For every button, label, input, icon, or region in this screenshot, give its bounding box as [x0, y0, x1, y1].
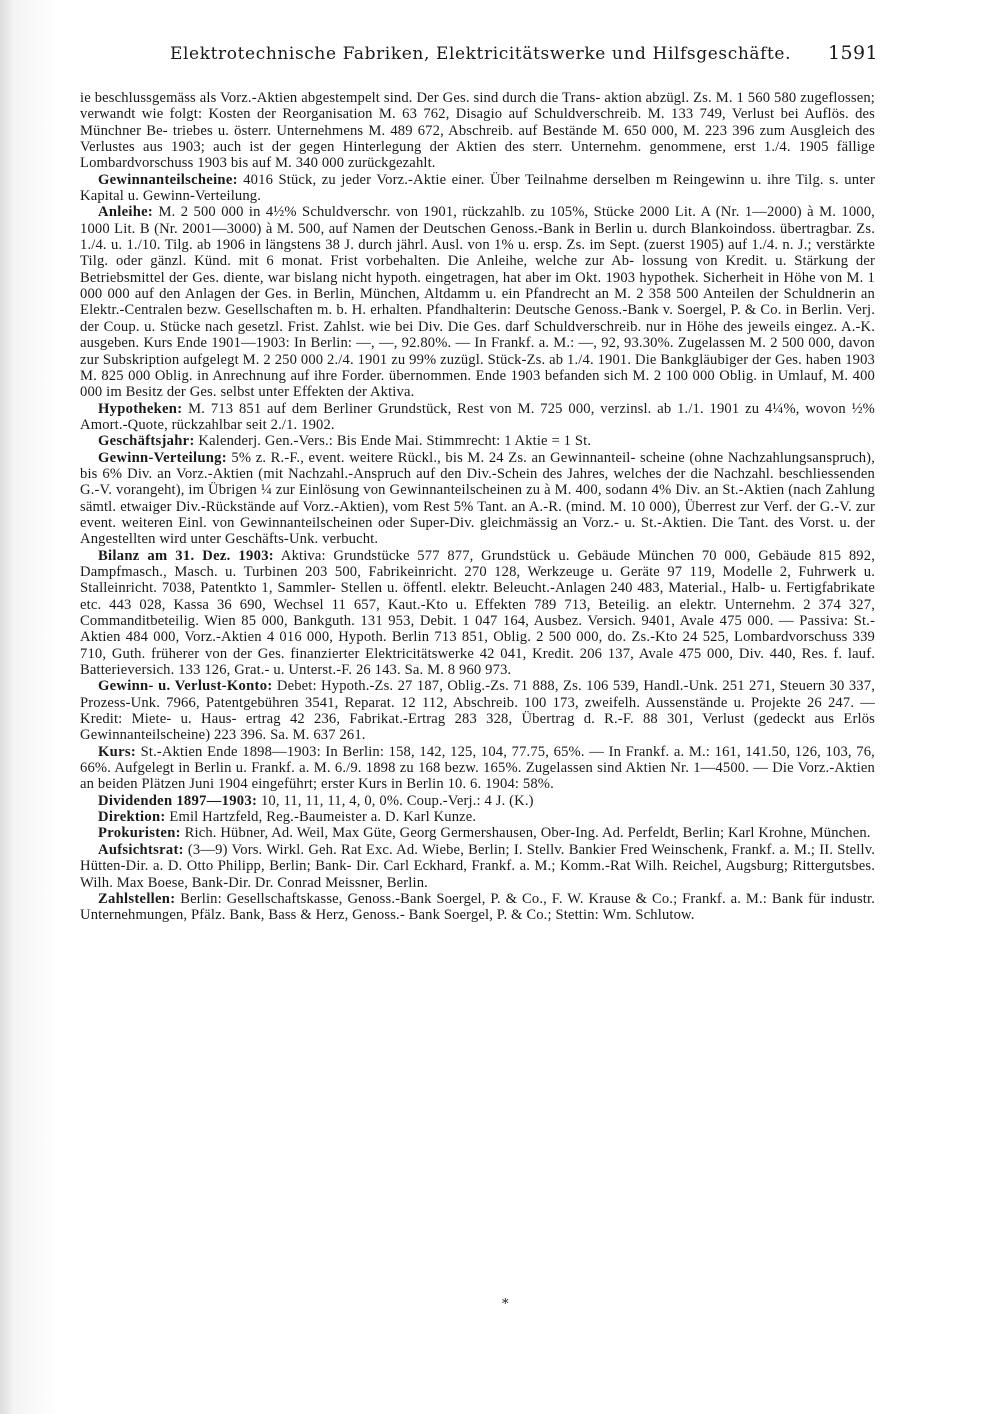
paragraph-text: M. 2 500 000 in 4½% Schuldverschr. von 1901, rückzahlb. zu 105%, Stücke 2000 Lit. A (Nr. 1—2000) à M. 1000, 1000 Lit. B (Nr. 2001—3000) à M. 500, auf Namen der Deutschen Genoss.-Bank in Berlin u. durch Blankoindoss. übertragbar. Zs. 1./4. u. 1./10. Tilg. ab 1906 in längstens 38 J. durch jährl. Ausl. von 1% u. ersp. Zs. im Sept. (zuerst 1905) auf 1./4. n. J.; verstärkte Tilg. oder gänzl. Künd. mit 6 monat. Frist vorbehalten. Die Anleihe, welche zur Ab- lossung von Kredit. u. Stärkung der Betriebsmittel der Ges. diente, war bislang nicht hypoth. eingetragen, hat aber im Okt. 1903 hypothek. Sicherheit in Höhe von M. 1 000 000 auf den Anlagen der Ges. in Berlin, München, Altdamm u. ein Pfandrecht an M. 2 358 500 Anteilen der Schuldnerin an Elektr.-Centralen bezw. Gesellschaften m. b. H. erhalten. Pfandhalterin: Deutsche Genoss.-Bank v. Soergel, P. & Co. in Berlin. Verj. der Coup. u. Stücke nach gesetzl. Frist. Zahlst. wie bei Div. Die Ges. darf Schuldverschreib. nur in Höhe des jeweils eingez. A.-K. ausgeben. Kurs Ende 1901—1903: In Berlin: —, —, 92.80%. — In Frankf. a. M.: —, 92, 93.30%. Zugelassen M. 2 500 000, davon zur Subskription aufgelegt M. 2 250 000 2./4. 1901 zu 99% zuzügl. Stück-Zs. ab 1./4. 1901. Die Bankgläubiger der Ges. haben 1903 M. 825 000 Oblig. in Anrechnung auf ihre Forder. übernommen. Ende 1903 befanden sich M. 2 100 000 Oblig. in Umlauf, M. 400 000 im Besitz der Ges. selbst unter Effekten der Aktiva.: [80, 204, 875, 401]
section-heading: Gewinnanteilscheine:: [98, 171, 238, 188]
section-heading: Gewinn-Verteilung:: [98, 449, 227, 466]
paragraph-text: Berlin: Gesellschaftskasse, Genoss.-Bank Soergel, P. & Co., F. W. Krause & Co.; Frankf. a. M.: Bank für industr. Unternehmungen, Pfälz. Bank, Bass & Herz, Genoss.- Bank Soergel, P. & Co.; Stettin: Wm. Schlutow.: [80, 890, 875, 924]
paragraph-geschaeftsjahr: [80, 433, 875, 449]
section-heading: Aufsichtsrat:: [98, 841, 184, 858]
paragraph-text: 10, 11, 11, 11, 4, 0, 0%. Coup.-Verj.: 4 J. (K.): [260, 792, 534, 809]
section-heading: Prokuristen:: [98, 825, 181, 842]
section-heading: Hypotheken:: [98, 400, 183, 417]
scan-page-edge: [0, 0, 60, 1414]
footnote-mark: *: [502, 1297, 509, 1312]
paragraph-gewinn-verteilung: [80, 450, 875, 548]
paragraph-text: Rich. Hübner, Ad. Weil, Max Güte, Georg Germershausen, Ober-Ing. Ad. Perfeldt, Berlin; Karl Krohne, München.: [184, 825, 871, 842]
paragraph-text: Debet: Hypoth.-Zs. 27 187, Oblig.-Zs. 71 888, Zs. 106 539, Handl.-Unk. 251 271, Steuern 30 337, Prozess-Unk. 7966, Patentgebühren 3541, Reparat. 12 112, Abschreib. 100 173, zweifelh. Aussenstände u. Projekte 26 247. — Kredit: Miete- u. Haus- ertrag 42 236, Fabrikat.-Ertrag 283 328, Übertrag d. R.-F. 88 301, Verlust (gedeckt aus Erlös Gewinnanteilscheine) 223 396. Sa. M. 637 261.: [80, 678, 875, 744]
paragraph-text: St.-Aktien Ende 1898—1903: In Berlin: 158, 142, 125, 104, 77.75, 65%. — In Frankf. a. M.: 161, 141.50, 126, 103, 76, 66%. Aufgelegt in Berlin u. Frankf. a. M. 6./9. 1898 zu 168 bezw. 165%. Zugelassen sind Aktien Nr. 1—4500. — Die Vorz.-Aktien an beiden Plätzen Juni 1904 eingeführt; erster Kurs in Berlin 10. 6. 1904: 58%.: [80, 743, 875, 793]
section-heading: Gewinn- u. Verlust-Konto:: [98, 678, 273, 695]
paragraph-text: ie beschlussgemäss als Vorz.-Aktien abgestempelt sind. Der Ges. sind durch die Trans- aktion abzügl. Zs. M. 1 560 580 zugeflossen; verwandt wie folgt: Kosten der Reorganisation M. 63 762, Disagio auf Schuldverschreib. M. 133 749, Verlust bei Auflös. des Münchner Be- triebes u. österr. Unternehmens M. 489 672, Abschreib. auf Bestände M. 650 000, M. 223 396 zum Ausgleich des Verlustes aus 1903; auch ist der gegen Hinterlegung der Aktien des sterr. Unternehm. genommene, erst 1./4. 1905 fällige Lombardvorschuss 1903 bis auf M. 340 000 zurückgezahlt.: [80, 90, 875, 172]
paragraph-reorganisation: [80, 90, 875, 172]
paragraph-text: M. 713 851 auf dem Berliner Grundstück, Rest von M. 725 000, verzinsl. ab 1./1. 1901 zu 4¼%, wovon ½% Amort.-Quote, rückzahlbar seit 2./1. 1902.: [80, 400, 875, 433]
running-title: Elektrotechnische Fabriken, Elektricitätswerke und Hilfsgeschäfte.: [170, 44, 792, 64]
page-number: 1591: [828, 42, 878, 64]
paragraph-dividenden: [80, 793, 875, 809]
section-heading: Geschäftsjahr:: [98, 433, 195, 450]
paragraph-gewinn-verlust: [80, 678, 875, 743]
paragraph-text: Emil Hartzfeld, Reg.-Baumeister a. D. Karl Kunze.: [169, 809, 477, 826]
paragraph-zahlstellen: [80, 891, 875, 924]
page-body: [80, 90, 875, 924]
paragraph-direktion: [80, 809, 875, 825]
paragraph-gewinnanteilscheine: [80, 172, 875, 205]
paragraph-text: (3—9) Vors. Wirkl. Geh. Rat Exc. Ad. Wiebe, Berlin; I. Stellv. Bankier Fred Weinschenk, Frankf. a. M.; II. Stellv. Hütten-Dir. a. D. Otto Philipp, Berlin; Bank- Dir. Carl Eckhard, Frankf. a. M.; Komm.-Rat Wilh. Reichel, Augsburg; Rittergutsbes. Wilh. Max Boese, Bank-Dir. Dr. Conrad Meissner, Berlin.: [80, 841, 875, 891]
paragraph-aufsichtsrat: [80, 842, 875, 891]
page-header: [170, 42, 878, 64]
paragraph-hypotheken: [80, 401, 875, 434]
paragraph-text: 4016 Stück, zu jeder Vorz.-Aktie einer. Über Teilnahme derselben m Reingewinn u. ihre Tilg. s. unter Kapital u. Gewinn-Verteilung.: [80, 171, 875, 205]
paragraph-text: Aktiva: Grundstücke 577 877, Grundstück u. Gebäude München 70 000, Gebäude 815 892, Dampfmasch., Masch. u. Turbinen 203 500, Fabrikeinricht. 270 128, Werkzeuge u. Geräte 97 119, Modelle 2, Fuhrwerk u. Stalleinricht. 7038, Patentkto 1, Sammler- Stellen u. öffentl. elektr. Beleucht.-Anlagen 240 483, Material., Halb- u. Fertigfabrikate etc. 443 028, Kassa 36 690, Wechsel 11 657, Kaut.-Kto u. Effekten 789 713, Beteilig. an elektr. Unternehm. 2 374 327, Commanditbeteilig. Wien 85 000, Bankguth. 131 953, Debit. 1 047 164, Ausbez. Versich. 9401, Avale 475 000. — Passiva: St.-Aktien 484 000, Vorz.-Aktien 4 016 000, Hypoth. Berlin 713 851, Oblig. 2 500 000, do. Zs.-Kto 24 525, Lombardvorschuss 339 710, Guth. früherer von der Ges. finanzierter Elektricitätswerke 42 041, Kredit. 206 137, Avale 475 000, Div. 440, Res. f. lauf. Batterieversich. 133 126, Grat.- u. Unterst.-F. 26 143. Sa. M. 8 960 973.: [80, 547, 876, 679]
paragraph-kurs: [80, 744, 875, 793]
paragraph-anleihe: [80, 204, 875, 400]
paragraph-text: Kalenderj. Gen.-Vers.: Bis Ende Mai. Stimmrecht: 1 Aktie = 1 St.: [198, 433, 592, 450]
section-heading: Bilanz am 31. Dez. 1903:: [98, 547, 274, 564]
paragraph-prokuristen: [80, 825, 875, 841]
section-heading: Dividenden 1897—1903:: [98, 792, 258, 809]
section-heading: Zahlstellen:: [98, 890, 176, 907]
section-heading: Direktion:: [98, 809, 166, 826]
paragraph-text: 5% z. R.-F., event. weitere Rückl., bis M. 24 Zs. an Gewinnanteil- scheine (ohne Nachzahlungsanspruch), bis 6% Div. an Vorz.-Aktien (mit Nachzahl.-Anspruch auf den Div.-Schein des Jahres, welches der die Nachzahl. beschliessenden G.-V. vorangeht), im Übrigen ¼ zur Einlösung von Gewinnanteilscheinen zu à M. 400, sodann 4% Div. an St.-Aktien (nach Zahlung sämtl. etwaiger Div.-Rückstände auf Vorz.-Aktien), vom Rest 5% Tant. an A.-R. (mind. M. 10 000), Überrest zur Verf. der G.-V. zur event. weiteren Einl. von Gewinnanteilscheinen oder Super-Div. gleichmässig an Vorz.- u. St.-Aktien. Die Tant. des Vorst. u. der Angestellten wird unter Geschäfts-Unk. verbucht.: [80, 449, 875, 548]
section-heading: Anleihe:: [98, 204, 154, 221]
section-heading: Kurs:: [98, 743, 136, 760]
paragraph-bilanz: [80, 548, 875, 679]
